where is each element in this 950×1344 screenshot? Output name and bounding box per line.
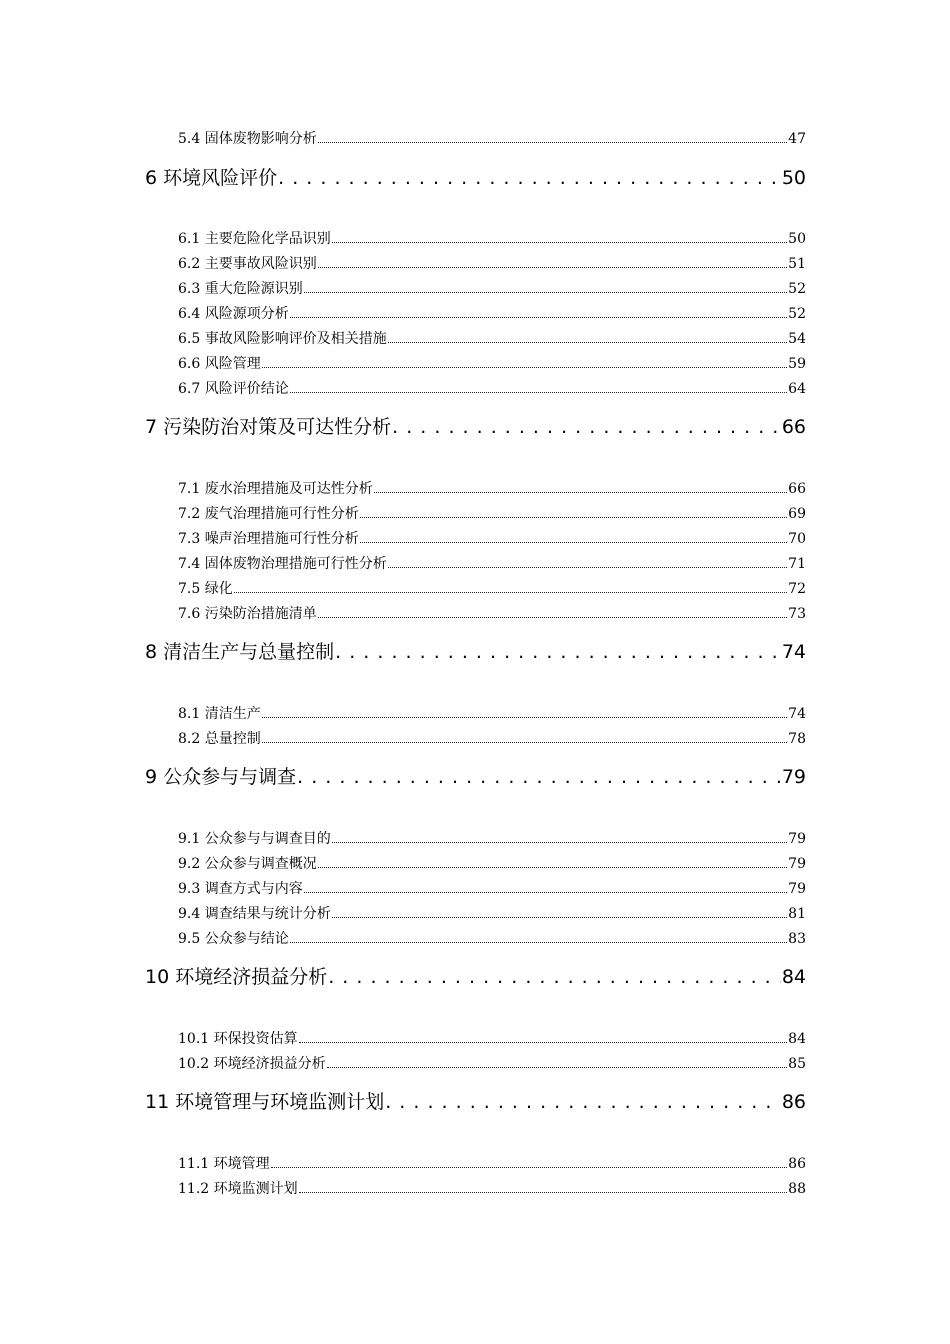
toc-page-number: 50 [788,231,806,247]
toc-leader [290,317,787,318]
toc-page-number: 74 [781,641,806,663]
toc-entry-title: 9.5 公众参与结论 [178,931,289,947]
toc-chapter-8[interactable] [145,637,806,663]
toc-entry-6-4[interactable] [178,303,806,321]
toc-leader [328,966,781,988]
toc-page-number: 52 [788,306,806,322]
toc-leader [299,1192,788,1193]
toc-entry-title: 11.1 环境管理 [178,1156,270,1172]
toc-chapter-9[interactable] [145,762,806,788]
toc-page-number: 59 [788,356,806,372]
toc-entry-6-3[interactable] [178,278,806,296]
toc-leader [385,1091,781,1113]
toc-leader [360,542,787,543]
toc-chapter-7[interactable] [145,412,806,438]
toc-chapter-11[interactable] [145,1087,806,1113]
toc-leader [290,392,787,393]
toc-entry-7-4[interactable] [178,553,806,571]
toc-leader [299,1042,788,1043]
toc-entry-7-2[interactable] [178,503,806,521]
toc-entry-11-1[interactable] [178,1153,806,1171]
toc-leader [392,416,781,438]
toc-page-number: 66 [788,481,806,497]
toc-entry-title: 6.7 风险评价结论 [178,381,289,397]
toc-page-number: 52 [788,281,806,297]
toc-page-number: 81 [788,906,806,922]
toc-leader [262,367,787,368]
toc-entry-9-1[interactable] [178,828,806,846]
toc-entry-9-3[interactable] [178,878,806,896]
toc-page-number: 70 [788,531,806,547]
toc-entry-9-5[interactable] [178,928,806,946]
toc-page-number: 79 [788,831,806,847]
toc-page-number: 50 [781,167,806,189]
toc-leader [271,1167,788,1168]
toc-leader [318,867,787,868]
toc-leader [304,892,787,893]
toc-page-number: 86 [781,1091,806,1113]
toc-chapter-title: 7 污染防治对策及可达性分析 [145,416,392,438]
toc-entry-7-6[interactable] [178,603,806,621]
toc-leader [290,942,787,943]
toc-entry-9-4[interactable] [178,903,806,921]
toc-entry-title: 8.1 清洁生产 [178,706,261,722]
toc-entry-title: 10.1 环保投资估算 [178,1031,298,1047]
toc-entry-9-2[interactable] [178,853,806,871]
toc-chapter-title: 10 环境经济损益分析 [145,966,328,988]
toc-entry-6-1[interactable] [178,228,806,246]
toc-leader [262,742,787,743]
toc-chapter-title: 6 环境风险评价 [145,167,278,189]
toc-leader [304,292,787,293]
toc-page-number: 79 [788,856,806,872]
toc-page-number: 83 [788,931,806,947]
toc-leader [297,766,781,788]
toc-page-number: 84 [788,1031,806,1047]
toc-entry-8-2[interactable] [178,728,806,746]
toc-entry-title: 7.5 绿化 [178,581,233,597]
toc-page-number: 88 [788,1181,806,1197]
toc-page-number: 73 [788,606,806,622]
toc-leader [388,567,787,568]
toc-page-number: 66 [781,416,806,438]
toc-entry-title: 11.2 环境监测计划 [178,1181,298,1197]
toc-page-number: 69 [788,506,806,522]
toc-entry-6-6[interactable] [178,353,806,371]
toc-entry-7-5[interactable] [178,578,806,596]
toc-leader [332,842,787,843]
toc-leader [318,142,787,143]
toc-entry-6-7[interactable] [178,378,806,396]
toc-leader [332,917,787,918]
toc-entry-title: 6.6 风险管理 [178,356,261,372]
toc-page-number: 84 [781,966,806,988]
toc-page-number: 79 [781,766,806,788]
toc-entry-title: 7.6 污染防治措施清单 [178,606,317,622]
toc-leader [335,641,781,663]
toc-entry-title: 6.4 风险源项分析 [178,306,289,322]
toc-entry-6-5[interactable] [178,328,806,346]
toc-page-number: 78 [788,731,806,747]
toc-entry-title: 8.2 总量控制 [178,731,261,747]
toc-page-number: 71 [788,556,806,572]
toc-entry-8-1[interactable] [178,703,806,721]
toc-chapter-6[interactable] [145,163,806,189]
toc-entry-title: 9.1 公众参与与调查目的 [178,831,331,847]
toc-entry-7-3[interactable] [178,528,806,546]
toc-entry-6-2[interactable] [178,253,806,271]
toc-entry-title: 7.2 废气治理措施可行性分析 [178,506,359,522]
toc-entry-title: 5.4 固体废物影响分析 [178,131,317,147]
toc-entry-title: 9.3 调查方式与内容 [178,881,303,897]
toc-entry-7-1[interactable] [178,478,806,496]
toc-leader [388,342,787,343]
toc-page-number: 74 [788,706,806,722]
toc-entry-title: 6.3 重大危险源识别 [178,281,303,297]
toc-entry-11-2[interactable] [178,1178,806,1196]
toc-leader [332,242,787,243]
toc-entry-title: 6.5 事故风险影响评价及相关措施 [178,331,387,347]
toc-leader [234,592,787,593]
toc-page-number: 72 [788,581,806,597]
toc-page-number: 51 [788,256,806,272]
toc-entry-5-4[interactable] [178,128,806,146]
toc-entry-title: 7.1 废水治理措施及可达性分析 [178,481,373,497]
toc-leader [327,1067,788,1068]
toc-page-number: 54 [788,331,806,347]
toc-entry-title: 9.2 公众参与调查概况 [178,856,317,872]
toc-entry-title: 6.2 主要事故风险识别 [178,256,317,272]
toc-entry-10-1[interactable] [178,1028,806,1046]
toc-entry-title: 6.1 主要危险化学品识别 [178,231,331,247]
toc-entry-title: 7.4 固体废物治理措施可行性分析 [178,556,387,572]
toc-chapter-10[interactable] [145,962,806,988]
toc-chapter-title: 9 公众参与与调查 [145,766,297,788]
toc-leader [318,617,787,618]
toc-chapter-title: 11 环境管理与环境监测计划 [145,1091,385,1113]
toc-entry-title: 7.3 噪声治理措施可行性分析 [178,531,359,547]
toc-leader [318,267,787,268]
toc-page-number: 85 [788,1056,806,1072]
toc-chapter-title: 8 清洁生产与总量控制 [145,641,335,663]
toc-page-number: 79 [788,881,806,897]
toc-page-number: 47 [788,131,806,147]
toc-leader [262,717,787,718]
toc-page-number: 86 [788,1156,806,1172]
toc-leader [360,517,787,518]
toc-leader [278,167,781,189]
toc-entry-title: 10.2 环境经济损益分析 [178,1056,326,1072]
toc-entry-title: 9.4 调查结果与统计分析 [178,906,331,922]
toc-page-number: 64 [788,381,806,397]
toc-entry-10-2[interactable] [178,1053,806,1071]
toc-leader [374,492,787,493]
